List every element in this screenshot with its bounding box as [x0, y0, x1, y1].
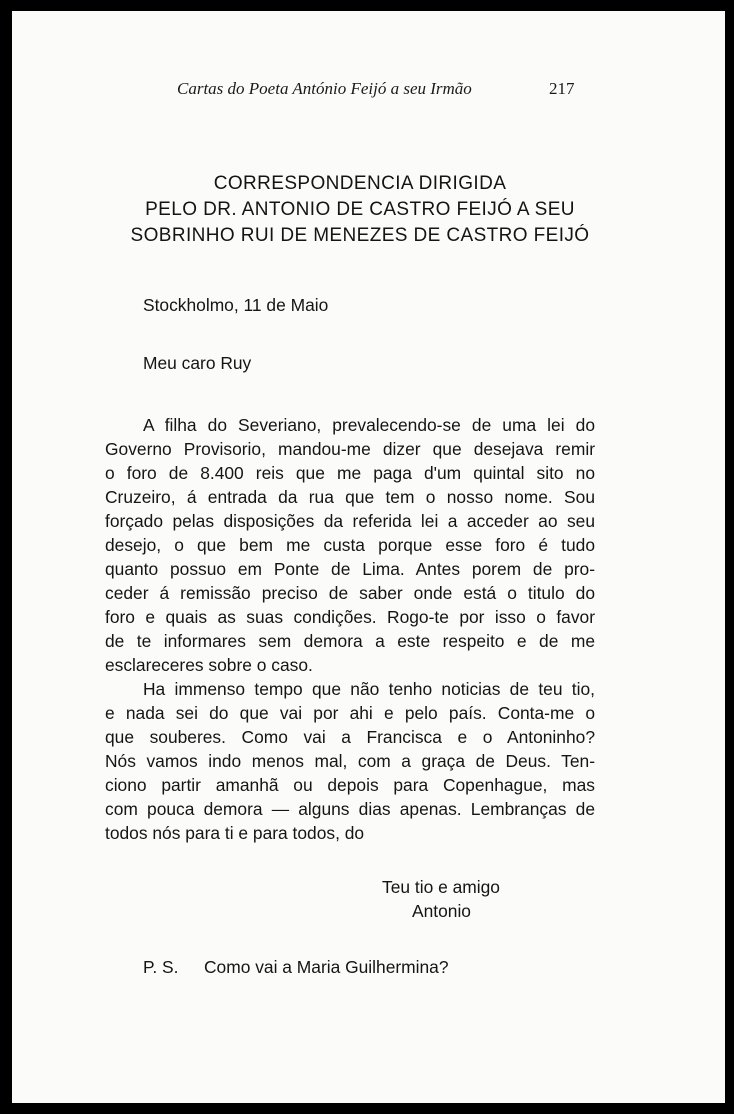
paragraph-1-line: o foro de 8.400 reis que me paga d'um quintal sito no [105, 463, 595, 483]
place-date: Stockholmo, 11 de Maio [143, 295, 329, 315]
paragraph-1-line: de te informares sem demora a este respeito e de me [105, 631, 595, 651]
page-number: 217 [549, 79, 575, 98]
paragraph-1-line: forçado pelas disposições da referida lei a acceder ao seu [105, 511, 595, 531]
paragraph-2-line: Nós vamos indo menos mal, com a graça de Deus. Ten- [105, 751, 595, 771]
signature: Antonio [412, 901, 471, 921]
paragraph-1-line: Governo Provisorio, mandou-me dizer que desejava remir [105, 439, 595, 459]
running-header: Cartas do Poeta António Feijó a seu Irmão [177, 79, 472, 98]
title-line-1: CORRESPONDENCIA DIRIGIDA [213, 173, 507, 194]
book-page [12, 11, 725, 1103]
salutation: Meu caro Ruy [143, 353, 252, 373]
paragraph-1-line: quanto possuo em Ponte de Lima. Antes porem de pro- [105, 559, 595, 579]
paragraph-2-line: ciono partir amanhã ou depois para Copenhague, mas [105, 775, 595, 795]
title-line-3: SOBRINHO RUI DE MENEZES DE CASTRO FEIJÓ [130, 225, 590, 246]
postscript-label: P. S. [143, 957, 179, 977]
paragraph-1-line: Cruzeiro, á entrada da rua que tem o nosso nome. Sou [105, 487, 595, 507]
closing: Teu tio e amigo [382, 877, 500, 897]
paragraph-2-line: com pouca demora — alguns dias apenas. Lembranças de [105, 799, 595, 819]
postscript-text: Como vai a Maria Guilhermina? [204, 957, 449, 977]
paragraph-1-line: esclareceres sobre o caso. [105, 655, 313, 675]
paragraph-1-line: desejo, o que bem me custa porque esse foro é tudo [105, 535, 595, 555]
paragraph-2-line: que souberes. Como vai a Francisca e o Antoninho? [105, 727, 595, 747]
paragraph-1-line: foro e quais as suas condições. Rogo-te por isso o favor [105, 607, 595, 627]
paragraph-2-line: Ha immenso tempo que não tenho noticias de teu tio, [143, 679, 595, 699]
paragraph-2-line: todos nós para ti e para todos, do [105, 823, 365, 843]
paragraph-2-line: e nada sei do que vai por ahi e pelo país. Conta-me o [105, 703, 595, 723]
paragraph-1-line: ceder á remissão preciso de saber onde está o titulo do [105, 583, 595, 603]
title-line-2: PELO DR. ANTONIO DE CASTRO FEIJÓ A SEU [145, 199, 575, 220]
paragraph-1-line: A filha do Severiano, prevalecendo-se de uma lei do [143, 415, 595, 435]
